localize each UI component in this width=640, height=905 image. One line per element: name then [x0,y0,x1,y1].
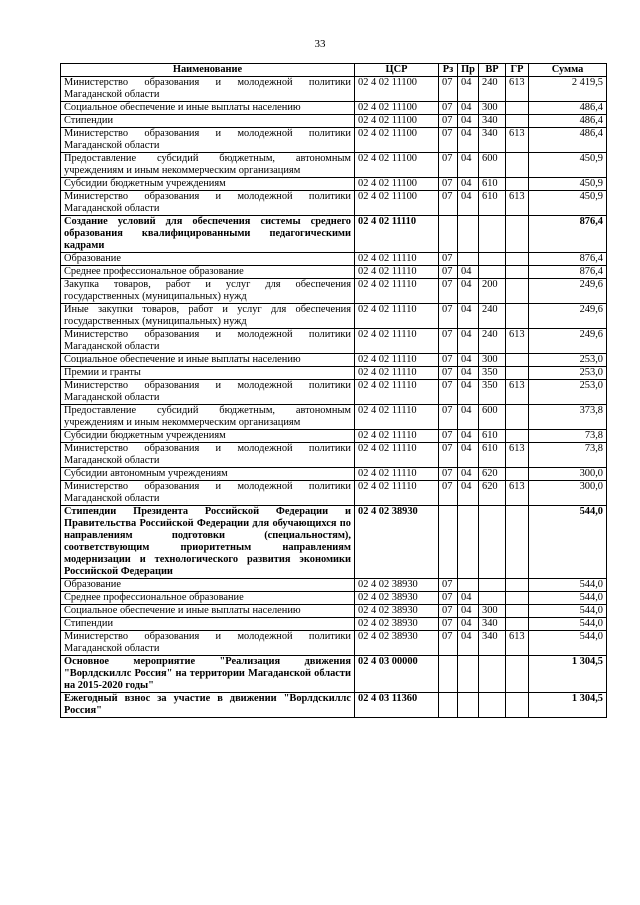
cell-rz: 07 [439,618,458,631]
cell-gr [506,367,529,380]
cell-gr [506,153,529,178]
cell-csr: 02 4 02 38930 [355,592,439,605]
cell-pr: 04 [458,128,479,153]
cell-rz: 07 [439,443,458,468]
cell-name: Социальное обеспечение и иные выплаты населению [61,354,355,367]
cell-pr [458,579,479,592]
cell-sum: 73,8 [529,443,607,468]
cell-vr [479,592,506,605]
cell-vr: 340 [479,631,506,656]
cell-rz: 07 [439,631,458,656]
cell-name: Министерство образования и молодежной политики Магаданской области [61,443,355,468]
cell-rz: 07 [439,354,458,367]
cell-gr [506,279,529,304]
cell-rz: 07 [439,178,458,191]
cell-name: Субсидии бюджетным учреждениям [61,430,355,443]
cell-sum: 486,4 [529,128,607,153]
cell-sum: 486,4 [529,102,607,115]
cell-sum: 544,0 [529,506,607,579]
cell-name: Основное мероприятие "Реализация движения "Ворлдскиллс Россия" на территории Магаданской области на 2015-2020 годы" [61,656,355,693]
cell-gr: 613 [506,191,529,216]
cell-pr: 04 [458,380,479,405]
cell-vr: 200 [479,279,506,304]
cell-name: Министерство образования и молодежной политики Магаданской области [61,631,355,656]
cell-csr: 02 4 02 11110 [355,354,439,367]
cell-name: Субсидии автономным учреждениям [61,468,355,481]
table-row [61,191,607,216]
cell-pr: 04 [458,153,479,178]
cell-rz: 07 [439,191,458,216]
cell-vr [479,253,506,266]
table-row [61,656,607,693]
table-header [61,64,607,77]
cell-csr: 02 4 02 38930 [355,618,439,631]
page-number: 33 [314,38,326,50]
cell-sum: 249,6 [529,304,607,329]
cell-rz: 07 [439,266,458,279]
cell-rz: 07 [439,253,458,266]
cell-rz [439,506,458,579]
cell-sum: 544,0 [529,605,607,618]
cell-pr: 04 [458,266,479,279]
cell-name: Министерство образования и молодежной политики Магаданской области [61,380,355,405]
table-row [61,153,607,178]
cell-sum: 544,0 [529,618,607,631]
cell-rz: 07 [439,592,458,605]
cell-csr: 02 4 02 38930 [355,506,439,579]
cell-pr: 04 [458,329,479,354]
cell-vr [479,656,506,693]
cell-rz: 07 [439,430,458,443]
cell-vr: 300 [479,605,506,618]
cell-gr [506,115,529,128]
cell-vr [479,579,506,592]
cell-name: Министерство образования и молодежной политики Магаданской области [61,77,355,102]
cell-name: Министерство образования и молодежной политики Магаданской области [61,329,355,354]
table-row [61,128,607,153]
cell-sum: 544,0 [529,631,607,656]
cell-csr: 02 4 02 11110 [355,405,439,430]
cell-rz: 07 [439,279,458,304]
cell-rz: 07 [439,329,458,354]
cell-pr: 04 [458,354,479,367]
cell-pr [458,253,479,266]
table-body [61,77,607,718]
cell-csr: 02 4 02 38930 [355,605,439,618]
table-row [61,329,607,354]
cell-csr: 02 4 02 38930 [355,579,439,592]
cell-sum: 249,6 [529,329,607,354]
table-row [61,579,607,592]
header-gr: ГР [506,64,529,77]
cell-name: Ежегодный взнос за участие в движении "Ворлдскиллс Россия" [61,693,355,718]
cell-gr [506,304,529,329]
cell-sum: 450,9 [529,191,607,216]
cell-name: Стипендии [61,115,355,128]
cell-rz: 07 [439,605,458,618]
cell-sum: 253,0 [529,354,607,367]
cell-name: Создание условий для обеспечения системы среднего образования квалифицированными педагогическими кадрами [61,216,355,253]
cell-sum: 253,0 [529,367,607,380]
cell-vr: 240 [479,304,506,329]
cell-rz [439,693,458,718]
cell-name: Премии и гранты [61,367,355,380]
cell-vr: 340 [479,128,506,153]
cell-vr: 300 [479,354,506,367]
cell-name: Социальное обеспечение и иные выплаты населению [61,605,355,618]
table-row [61,592,607,605]
table-row [61,430,607,443]
cell-vr: 620 [479,468,506,481]
budget-table [60,63,607,718]
cell-csr: 02 4 02 38930 [355,631,439,656]
cell-name: Министерство образования и молодежной политики Магаданской области [61,481,355,506]
cell-csr: 02 4 02 11110 [355,253,439,266]
cell-gr [506,266,529,279]
cell-gr [506,354,529,367]
cell-pr: 04 [458,468,479,481]
table-row [61,506,607,579]
cell-vr: 340 [479,618,506,631]
cell-vr: 340 [479,115,506,128]
cell-rz: 07 [439,380,458,405]
cell-sum: 450,9 [529,153,607,178]
cell-gr: 613 [506,329,529,354]
cell-rz: 07 [439,304,458,329]
cell-rz: 07 [439,579,458,592]
cell-name: Предоставление субсидий бюджетным, автономным учреждениям и иным некоммерческим организациям [61,153,355,178]
cell-sum: 73,8 [529,430,607,443]
cell-name: Министерство образования и молодежной политики Магаданской области [61,191,355,216]
cell-name: Министерство образования и молодежной политики Магаданской области [61,128,355,153]
cell-csr: 02 4 02 11110 [355,279,439,304]
cell-pr: 04 [458,77,479,102]
table-row [61,481,607,506]
cell-name: Среднее профессиональное образование [61,592,355,605]
cell-csr: 02 4 02 11110 [355,216,439,253]
table-row [61,178,607,191]
cell-csr: 02 4 02 11100 [355,178,439,191]
cell-pr [458,506,479,579]
cell-csr: 02 4 02 11110 [355,380,439,405]
cell-rz: 07 [439,153,458,178]
cell-gr: 613 [506,77,529,102]
cell-vr: 610 [479,443,506,468]
table-row [61,618,607,631]
cell-pr: 04 [458,102,479,115]
cell-name: Стипендии Президента Российской Федерации и Правительства Российской Федерации для обучающихся по направлениям подготовки (специальностям), соответствующим приоритетным направлениям модернизации и технологического развития экономики Российской Федерации [61,506,355,579]
cell-vr [479,693,506,718]
cell-rz: 07 [439,468,458,481]
cell-csr: 02 4 02 11100 [355,115,439,128]
cell-rz [439,216,458,253]
cell-pr: 04 [458,430,479,443]
cell-pr [458,656,479,693]
cell-csr: 02 4 03 11360 [355,693,439,718]
cell-name: Социальное обеспечение и иные выплаты населению [61,102,355,115]
cell-rz: 07 [439,367,458,380]
cell-csr: 02 4 02 11110 [355,443,439,468]
cell-csr: 02 4 02 11100 [355,77,439,102]
cell-vr: 610 [479,178,506,191]
header-pr: Пр [458,64,479,77]
table-row [61,216,607,253]
cell-csr: 02 4 02 11110 [355,329,439,354]
table-row [61,443,607,468]
cell-gr [506,618,529,631]
cell-gr: 613 [506,380,529,405]
cell-vr: 350 [479,367,506,380]
cell-csr: 02 4 02 11100 [355,191,439,216]
cell-vr: 600 [479,405,506,430]
cell-gr [506,102,529,115]
cell-sum: 300,0 [529,481,607,506]
cell-gr [506,605,529,618]
cell-vr [479,506,506,579]
cell-name: Образование [61,253,355,266]
cell-name: Среднее профессиональное образование [61,266,355,279]
cell-vr: 610 [479,191,506,216]
table-row [61,304,607,329]
cell-rz: 07 [439,115,458,128]
cell-vr: 610 [479,430,506,443]
header-name: Наименование [61,64,355,77]
cell-gr [506,506,529,579]
cell-pr: 04 [458,304,479,329]
cell-pr: 04 [458,405,479,430]
table-row [61,102,607,115]
cell-sum: 300,0 [529,468,607,481]
cell-vr: 350 [479,380,506,405]
cell-gr [506,693,529,718]
cell-gr [506,656,529,693]
table-row [61,367,607,380]
cell-gr [506,178,529,191]
cell-csr: 02 4 02 11110 [355,367,439,380]
header-vr: ВР [479,64,506,77]
table-row [61,405,607,430]
cell-sum: 876,4 [529,216,607,253]
cell-name: Иные закупки товаров, работ и услуг для обеспечения государственных (муниципальных) нужд [61,304,355,329]
table-row [61,77,607,102]
cell-name: Стипендии [61,618,355,631]
cell-sum: 486,4 [529,115,607,128]
cell-sum: 450,9 [529,178,607,191]
table-row [61,115,607,128]
cell-gr [506,468,529,481]
header-row [61,64,607,77]
cell-sum: 253,0 [529,380,607,405]
cell-pr: 04 [458,115,479,128]
cell-gr [506,592,529,605]
cell-pr: 04 [458,191,479,216]
cell-gr: 613 [506,128,529,153]
cell-vr: 240 [479,77,506,102]
cell-sum: 876,4 [529,266,607,279]
cell-name: Субсидии бюджетным учреждениям [61,178,355,191]
cell-vr [479,266,506,279]
table-row [61,693,607,718]
cell-vr [479,216,506,253]
cell-pr [458,693,479,718]
cell-gr [506,579,529,592]
cell-csr: 02 4 02 11110 [355,266,439,279]
cell-gr: 613 [506,481,529,506]
cell-pr: 04 [458,618,479,631]
cell-gr [506,405,529,430]
cell-sum: 373,8 [529,405,607,430]
cell-gr: 613 [506,443,529,468]
cell-gr [506,216,529,253]
table-row [61,266,607,279]
cell-rz: 07 [439,128,458,153]
cell-pr: 04 [458,367,479,380]
cell-vr: 600 [479,153,506,178]
cell-vr: 300 [479,102,506,115]
cell-csr: 02 4 02 11110 [355,468,439,481]
table-row [61,605,607,618]
cell-gr [506,253,529,266]
cell-pr: 04 [458,631,479,656]
cell-csr: 02 4 02 11100 [355,128,439,153]
cell-rz [439,656,458,693]
cell-pr: 04 [458,605,479,618]
table-row [61,468,607,481]
cell-pr: 04 [458,481,479,506]
cell-rz: 07 [439,102,458,115]
cell-sum: 544,0 [529,592,607,605]
table-row [61,380,607,405]
cell-csr: 02 4 02 11110 [355,481,439,506]
cell-sum: 1 304,5 [529,693,607,718]
cell-sum: 876,4 [529,253,607,266]
cell-csr: 02 4 03 00000 [355,656,439,693]
cell-sum: 1 304,5 [529,656,607,693]
cell-name: Закупка товаров, работ и услуг для обеспечения государственных (муниципальных) нужд [61,279,355,304]
cell-rz: 07 [439,481,458,506]
header-sum: Сумма [529,64,607,77]
cell-gr: 613 [506,631,529,656]
header-csr: ЦСР [355,64,439,77]
cell-csr: 02 4 02 11100 [355,153,439,178]
cell-pr: 04 [458,443,479,468]
cell-rz: 07 [439,77,458,102]
cell-rz: 07 [439,405,458,430]
cell-name: Образование [61,579,355,592]
cell-pr: 04 [458,279,479,304]
table-row [61,253,607,266]
table-row [61,279,607,304]
cell-vr: 240 [479,329,506,354]
cell-sum: 249,6 [529,279,607,304]
cell-name: Предоставление субсидий бюджетным, автономным учреждениям и иным некоммерческим организациям [61,405,355,430]
table-row [61,354,607,367]
cell-sum: 544,0 [529,579,607,592]
cell-pr [458,216,479,253]
cell-csr: 02 4 02 11110 [355,304,439,329]
cell-pr: 04 [458,592,479,605]
cell-sum: 2 419,5 [529,77,607,102]
cell-csr: 02 4 02 11100 [355,102,439,115]
table-row [61,631,607,656]
cell-pr: 04 [458,178,479,191]
cell-vr: 620 [479,481,506,506]
header-rz: Рз [439,64,458,77]
cell-gr [506,430,529,443]
cell-csr: 02 4 02 11110 [355,430,439,443]
